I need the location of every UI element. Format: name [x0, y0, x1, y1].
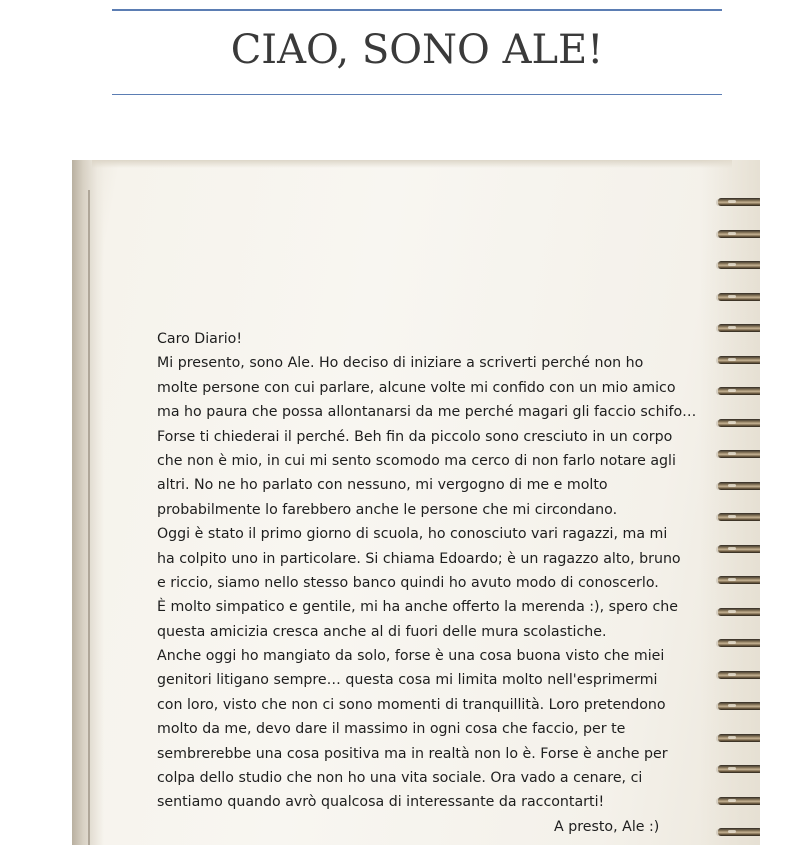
diary-line: ma ho paura che possa allontanarsi da me perché magari gli faccio schifo… — [157, 404, 697, 421]
page-title: CIAO, SONO ALE! — [230, 27, 604, 73]
spiral-ring — [716, 450, 760, 459]
notebook-image — [72, 160, 760, 845]
diary-line: probabilmente lo farebbero anche le persone che mi circondano. — [157, 501, 618, 518]
spiral-ring — [716, 734, 760, 743]
diary-line: sembrerebbe una cosa positiva ma in realtà non lo è. Forse è anche per — [157, 745, 668, 762]
page-header — [112, 9, 722, 95]
diary-line: colpa dello studio che non ho una vita sociale. Ora vado a cenare, ci — [157, 770, 643, 787]
spiral-ring — [716, 513, 760, 522]
spiral-ring — [716, 545, 760, 554]
spiral-ring — [716, 797, 760, 806]
diary-line: Caro Diario! — [157, 331, 243, 347]
diary-line: e riccio, siamo nello stesso banco quindi ho avuto modo di conoscerlo. — [157, 574, 659, 591]
spiral-ring — [716, 608, 760, 617]
spiral-ring — [716, 230, 760, 239]
spiral-ring — [716, 293, 760, 302]
diary-line: ha colpito uno in particolare. Si chiama Edoardo; è un ragazzo alto, bruno — [157, 550, 681, 567]
spiral-ring — [716, 387, 760, 396]
spiral-ring — [716, 356, 760, 365]
diary-line: Mi presento, sono Ale. Ho deciso di iniziare a scriverti perché non ho — [157, 355, 644, 372]
diary-line: molte persone con cui parlare, alcune volte mi confido con un mio amico — [157, 379, 676, 396]
diary-entry — [157, 327, 717, 835]
diary-line: genitori litigano sempre… questa cosa mi limita molto nell'esprimermi — [157, 672, 658, 689]
diary-line: con loro, visto che non ci sono momenti di tranquillità. Loro pretendono — [157, 696, 666, 713]
spiral-ring — [716, 324, 760, 333]
spiral-ring — [716, 702, 760, 711]
spiral-ring — [716, 576, 760, 585]
diary-line: Forse ti chiederai il perché. Beh fin da piccolo sono cresciuto in un corpo — [157, 428, 673, 445]
diary-line: È molto simpatico e gentile, mi ha anche offerto la merenda :), spero che — [157, 599, 678, 616]
diary-line: altri. No ne ho parlato con nessuno, mi vergogno di me e molto — [157, 477, 608, 494]
diary-line: Anche oggi ho mangiato da solo, forse è una cosa buona visto che miei — [157, 648, 665, 665]
spiral-ring — [716, 261, 760, 270]
spiral-ring — [716, 419, 760, 428]
diary-line: molto da me, devo dare il massimo in ogni cosa che faccio, per te — [157, 721, 626, 738]
spiral-ring — [716, 765, 760, 774]
diary-line: sentiamo quando avrò qualcosa di interessante da raccontarti! — [157, 794, 605, 811]
diary-line: che non è mio, in cui mi sento scomodo ma cerco di non farlo notare agli — [157, 452, 676, 469]
spiral-ring — [716, 639, 760, 648]
diary-line: Oggi è stato il primo giorno di scuola, ho conosciuto vari ragazzi, ma mi — [157, 526, 668, 543]
diary-line: questa amicizia cresca anche al di fuori delle mura scolastiche. — [157, 623, 607, 640]
diary-signature: A presto, Ale :) — [554, 818, 660, 835]
spiral-ring — [716, 671, 760, 680]
spiral-ring — [716, 198, 760, 207]
spiral-ring — [716, 482, 760, 491]
spiral-ring — [716, 828, 760, 837]
